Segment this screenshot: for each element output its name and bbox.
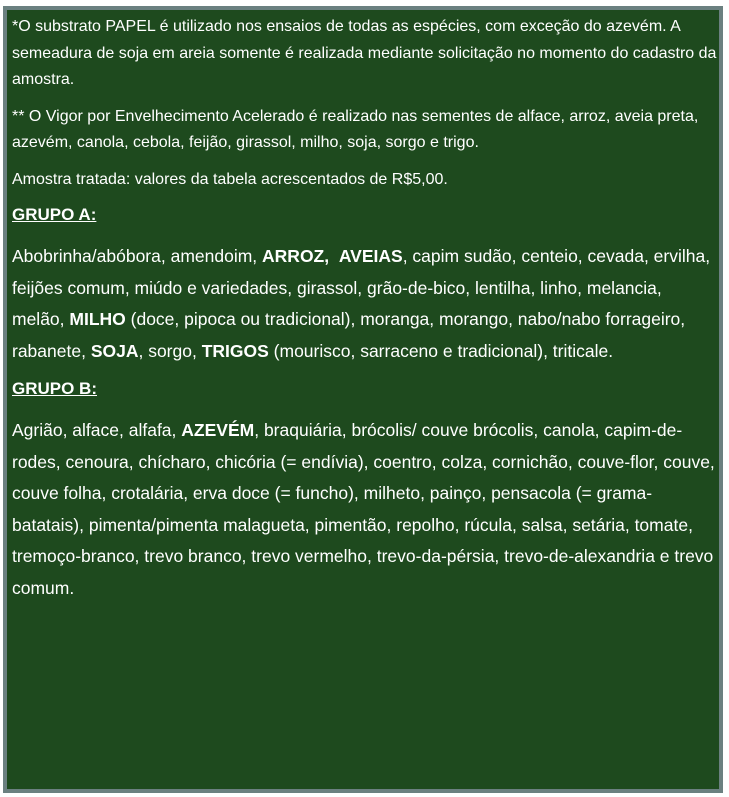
group-a-bold-species: AVEIAS: [338, 246, 403, 266]
info-panel: [3, 6, 723, 793]
group-a-bold-species: SOJA: [90, 340, 139, 361]
group-a-text: , capim sudão, centeio, cevada, ervilha, feijões comum, miúdo e variedades, girassol, grão-de-bico, lentilha, linho, melancia, melão,: [12, 246, 711, 329]
group-a-text: (mourisco, sarraceno e tradicional), triticale.: [268, 340, 614, 361]
group-b-text: , braquiária, brócolis/ couve brócolis, canola, capim-de-rodes, cenoura, chícharo, chicória (= endívia), coentro, colza, cornichão, couve-flor, couve, couve folha, crotalária, erva doce (= funcho), milheto, painço, pensacola (= grama-batatais), pimenta/pimenta malagueta, pimentão, repolho, rúcula, salsa, setária, tomate, tremoço-branco, trevo branco, trevo vermelho, trevo-da-pérsia, trevo-de-alexandria e trevo comum.: [12, 420, 715, 598]
group-a-text: [329, 246, 339, 266]
group-a-text: (doce, pipoca ou tradicional), moranga, morango, nabo/nabo forrageiro, rabanete,: [12, 309, 686, 361]
group-a-text: Abobrinha/abóbora, amendoim,: [12, 246, 263, 266]
substrate-note: *O substrato PAPEL é utilizado nos ensaios de todas as espécies, com exceção do azevém. A semeadura de soja em areia somente é realizada mediante solicitação no momento do cadastro da amostra.: [12, 18, 717, 88]
group-b-text: Agrião, alface, alfafa,: [12, 420, 182, 440]
group-a-bold-species: TRIGOS: [201, 340, 269, 361]
group-a-heading: GRUPO A:: [12, 205, 97, 224]
group-b-bold-species: AZEVÉM: [181, 420, 255, 440]
vigor-note: ** O Vigor por Envelhecimento Acelerado é realizado nas sementes de alface, arroz, aveia preta, azevém, canola, cebola, feijão, girassol, milho, soja, sorgo e trigo.: [12, 107, 699, 151]
group-a-text: , sorgo,: [138, 340, 202, 361]
treated-sample-note: Amostra tratada: valores da tabela acrescentados de R$5,00.: [12, 170, 448, 188]
panel-content: [7, 10, 719, 604]
group-a-bold-species: ARROZ,: [262, 246, 330, 266]
group-a-bold-species: MILHO: [69, 309, 126, 329]
group-b-heading: GRUPO B:: [12, 379, 97, 398]
group-b-species-list: [12, 415, 717, 604]
group-a-species-list: [12, 241, 717, 367]
